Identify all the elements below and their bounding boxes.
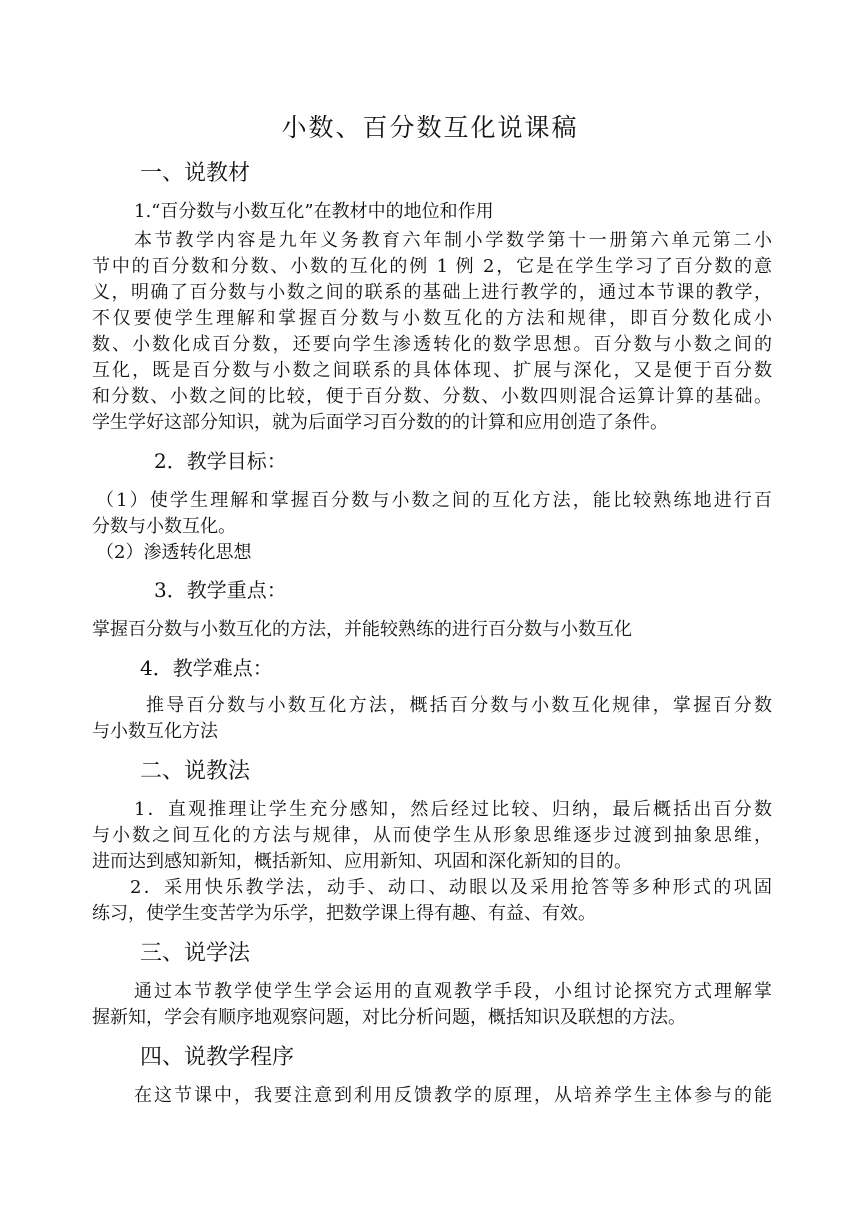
paragraph-line: 数、小数化成百分数，还要向学生渗透转化的数学思想。百分数与小数之间的 [92,334,772,355]
section-heading-4: 四、说教学程序 [140,1045,295,1070]
method-line: 与小数之间互化的方法与规律，从而使学生从形象思维逐步过渡到抽象思维， [92,825,772,846]
paragraph-line: 不仅要使学生理解和掌握百分数与小数互化的方法和规律，即百分数化成小 [92,308,772,329]
difficulty-line: 与小数互化方法 [92,721,218,742]
key-point-line: 掌握百分数与小数互化的方法，并能较熟练的进行百分数与小数互化 [92,619,632,640]
paragraph-line: 节中的百分数和分数、小数的互化的例 1 例 2，它是在学生学习了百分数的意 [92,256,772,277]
goal-line: 分数与小数互化。 [92,516,236,537]
study-line: 通过本节教学使学生学会运用的直观教学手段，小组讨论探究方式理解掌 [134,981,772,1002]
method-line: 1．直观推理让学生充分感知，然后经过比较、归纳，最后概括出百分数 [134,799,772,820]
subheading-1-4: 4．教学难点： [140,656,273,680]
subheading-1-2: 2．教学目标： [154,449,287,473]
difficulty-line: 推导百分数与小数互化方法，概括百分数与小数互化规律，掌握百分数 [146,695,772,716]
section-heading-1: 一、说教材 [140,161,251,186]
goal-line: （1）使学生理解和掌握百分数与小数之间的互化方法，能比较熟练地进行百 [96,490,772,511]
study-line: 握新知，学会有顺序地观察问题，对比分析问题，概括知识及联想的方法。 [92,1007,686,1028]
method-line: 2．采用快乐教学法，动手、动口、动眼以及采用抢答等多种形式的巩固 [130,877,772,898]
subheading-1-3: 3．教学重点： [154,578,287,602]
subheading-1-1: 1.“百分数与小数互化”在教材中的地位和作用 [134,201,494,222]
doc-title: 小数、百分数互化说课稿 [281,113,579,142]
procedure-line: 在这节课中，我要注意到利用反馈教学的原理，从培养学生主体参与的能 [134,1085,772,1106]
goal-line: （2）渗透转化思想 [96,542,252,563]
paragraph-line: 本节教学内容是九年义务教育六年制小学数学第十一册第六单元第二小 [134,230,772,251]
section-heading-3: 三、说学法 [140,941,251,966]
method-line: 进而达到感知新知，概括新知、应用新知、巩固和深化新知的目的。 [92,851,632,872]
paragraph-line: 互化，既是百分数与小数之间联系的具体体现、扩展与深化，又是便于百分数 [92,360,772,381]
section-heading-2: 二、说教法 [140,759,251,784]
method-line: 练习，使学生变苦学为乐学，把数学课上得有趣、有益、有效。 [92,903,596,924]
paragraph-line: 义，明确了百分数与小数之间的联系的基础上进行教学的，通过本节课的教学， [92,282,772,303]
paragraph-line: 学生学好这部分知识，就为后面学习百分数的的计算和应用创造了条件。 [92,412,668,433]
paragraph-line: 和分数、小数之间的比较，便于百分数、分数、小数四则混合运算计算的基础。 [92,386,772,407]
